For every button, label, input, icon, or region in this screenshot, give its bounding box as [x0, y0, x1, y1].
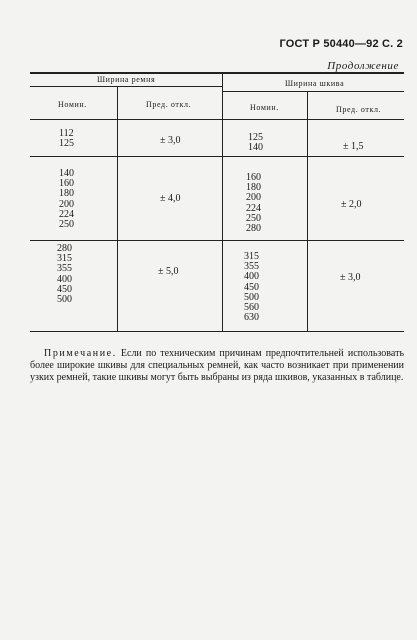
table-cell: 560 — [244, 302, 259, 314]
row3-pulley-tolerance: ± 3,0 — [340, 272, 361, 283]
table-cell: 125 — [248, 132, 263, 143]
note-text: Если по техническим причинам предпочтительней использовать более широкие шкивы для специальных ремней, как часто возникает при применении узких ремней, такие шкивы могут быть выбраны из ряда шкивов, указанных в таблице. — [30, 348, 405, 383]
table-cell: 180 — [59, 188, 74, 200]
table-cell: 224 — [59, 208, 74, 220]
header-belt-tolerance: Пред. откл. — [146, 100, 192, 109]
table-cell: 400 — [244, 271, 259, 283]
row3-belt-nominal — [57, 244, 72, 305]
table-cell: 355 — [244, 261, 259, 273]
note-lead: Примечание. — [44, 348, 117, 359]
page-header: ГОСТ Р 50440—92 С. 2 — [279, 38, 403, 50]
row2-belt-nominal — [59, 169, 74, 230]
table-cell: 200 — [59, 198, 74, 210]
table-cell: 500 — [57, 294, 72, 306]
row2-pulley-tolerance: ± 2,0 — [341, 199, 362, 210]
header-bottom-rule — [30, 119, 404, 120]
row1-belt-nominal — [59, 129, 74, 149]
row-divider-2 — [30, 240, 404, 241]
table-cell: 355 — [57, 263, 72, 275]
header-pulley-tolerance: Пред. откл. — [336, 105, 382, 114]
row2-belt-tolerance: ± 4,0 — [160, 193, 181, 204]
table-cell: 112 — [59, 128, 74, 139]
table-cell: 180 — [246, 182, 261, 194]
table-cell: 400 — [57, 273, 72, 285]
belt-header-rule — [30, 86, 222, 87]
table-cell: 140 — [59, 168, 74, 179]
header-pulley-nominal: Номин. — [250, 103, 279, 112]
column-line-1 — [117, 86, 118, 332]
table-cell: 280 — [57, 243, 72, 254]
table-cell: 200 — [246, 192, 261, 204]
pulley-group-rule — [222, 91, 404, 92]
table-cell: 140 — [248, 142, 263, 154]
column-line-2 — [222, 72, 223, 332]
table-cell: 500 — [244, 291, 259, 303]
row3-pulley-nominal — [244, 252, 259, 323]
table-cell: 450 — [244, 281, 259, 293]
column-line-3 — [307, 91, 308, 332]
row2-pulley-nominal — [246, 173, 261, 234]
group-header-belt: Ширина ремня — [97, 75, 156, 84]
header-belt-nominal: Номин. — [58, 100, 87, 109]
table-cell: 224 — [246, 202, 261, 214]
table-cell: 250 — [246, 212, 261, 224]
table-cell: 630 — [244, 312, 259, 324]
table-bottom-rule — [30, 331, 404, 332]
row-divider-1 — [30, 156, 404, 157]
table-cell: 160 — [246, 172, 261, 183]
table-cell: 315 — [244, 251, 259, 262]
group-header-pulley: Ширина шкива — [285, 79, 345, 88]
table-top-rule — [30, 72, 404, 74]
table-cell: 125 — [59, 138, 74, 150]
table-cell: 250 — [59, 219, 74, 231]
continuation-label: Продолжение — [327, 60, 399, 72]
table-cell: 280 — [246, 223, 261, 235]
row1-belt-tolerance: ± 3,0 — [160, 135, 181, 146]
row1-pulley-tolerance: ± 1,5 — [343, 141, 364, 152]
table-cell: 315 — [57, 253, 72, 265]
table-cell: 450 — [57, 283, 72, 295]
row1-pulley-nominal — [248, 133, 263, 153]
row3-belt-tolerance: ± 5,0 — [158, 266, 179, 277]
table-note — [30, 348, 404, 384]
table-cell: 160 — [59, 178, 74, 190]
